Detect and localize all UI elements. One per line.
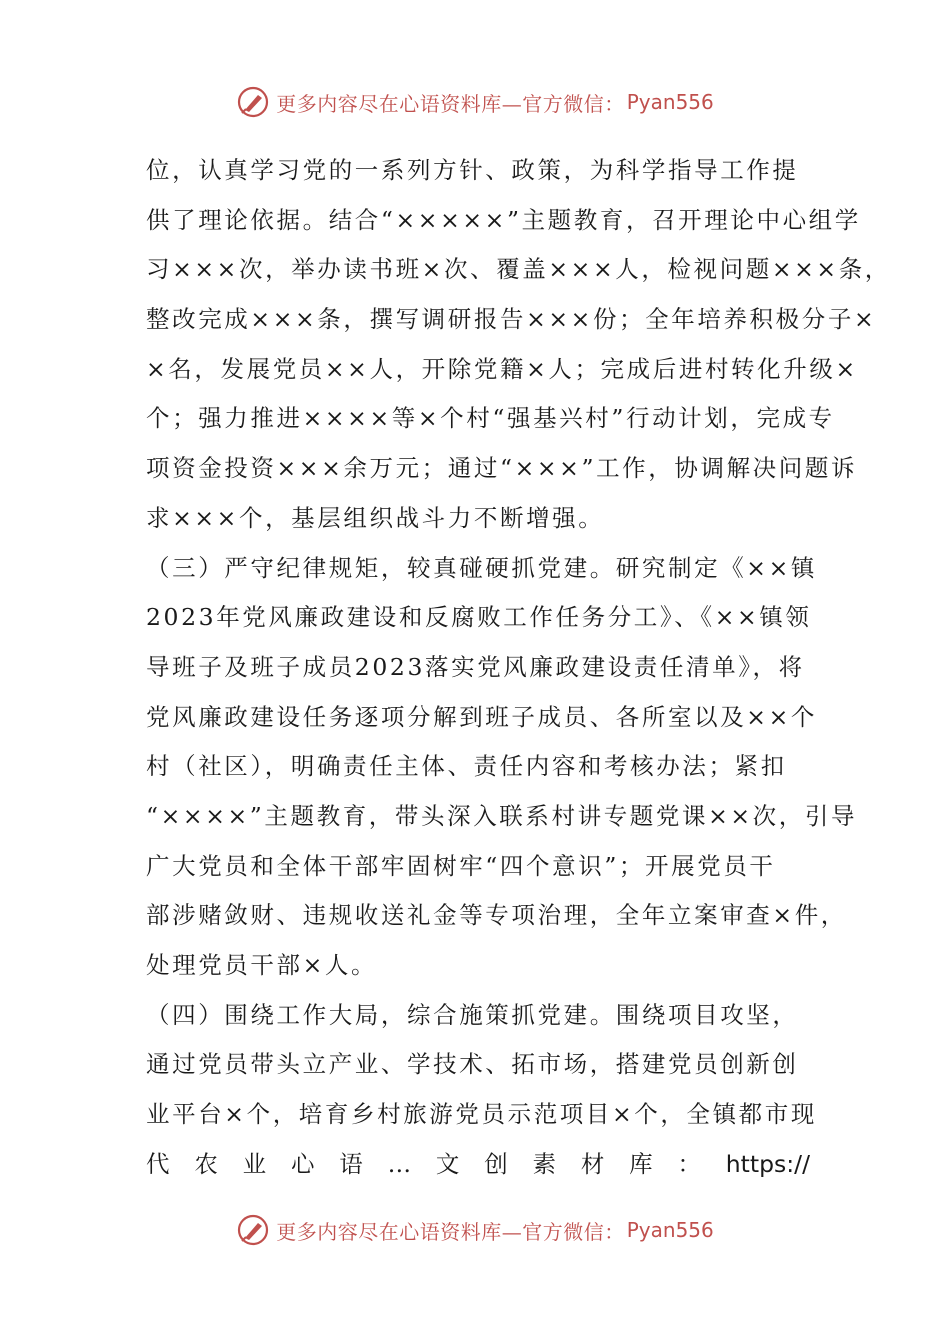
body-line-token: 材 [580,1149,605,1178]
body-line: 党风廉政建设任务逐项分解到班子成员、各所室以及××个 [146,702,817,731]
body-line: 个；强力推进××××等×个村“强基兴村”行动计划，完成专 [146,404,835,433]
body-line-token: 代 [146,1149,170,1178]
pen-nib-logo-icon [236,1213,270,1247]
body-line: 2023年党风廉政建设和反腐败工作任务分工》、《××镇领 [146,603,812,632]
body-line: 导班子及班子成员2023落实党风廉政建设责任清单》，将 [146,652,805,681]
body-line: （四）围绕工作大局，综合施策抓党建。围绕项目攻坚， [146,1000,799,1029]
body-line-token: 创 [484,1149,508,1178]
pen-nib-logo-icon [236,85,270,119]
body-line: 位，认真学习党的一系列方针、政策，为科学指导工作提 [146,156,799,184]
body-line: 村（社区），明确责任主体、责任内容和考核办法；紧扣 [146,752,787,781]
body-line: 广大党员和全体干部牢固树牢“四个意识”；开展党员干 [146,851,776,880]
body-line-token: 农 [194,1149,218,1178]
body-line-token: ： [677,1149,701,1178]
body-line-token: https:// [725,1149,810,1178]
body-line: 业平台×个，培育乡村旅游党员示范项目×个，全镇都市现 [146,1100,817,1129]
body-line: 项资金投资×××余万元；通过“×××”工作，协调解决问题诉 [146,454,858,483]
body-line-token: 库 [629,1149,653,1178]
body-line-justified [146,1140,810,1190]
body-line: 供了理论依据。结合“×××××”主题教育，召开理论中心组学 [146,205,861,234]
body-line-token: 素 [532,1149,556,1178]
body-line: 通过党员带头立产业、学技术、拓市场，搭建党员创新创 [146,1050,799,1079]
header-banner-wechat-id: Pyan556 [626,90,714,114]
body-line: （三）严守纪律规矩，较真碰硬抓党建。研究制定《××镇 [146,553,817,582]
body-line: 部涉赌敛财、违规收送礼金等专项治理，全年立案审查×件， [146,901,847,930]
footer-watermark-banner [0,1208,950,1252]
body-line-token: 文 [435,1149,460,1178]
body-line: ×名，发展党员××人，开除党籍×人；完成后进村转化升级× [146,354,858,383]
header-watermark-banner [0,80,950,124]
body-line-token: 语 [339,1149,363,1178]
document-body [146,146,891,1189]
header-banner-text: 更多内容尽在心语资料库—官方微信： [276,91,625,116]
footer-banner-text: 更多内容尽在心语资料库—官方微信： [276,1219,625,1244]
body-line: 求×××个，基层组织战斗力不断增强。 [146,503,605,532]
body-line-token: 心 [290,1149,315,1178]
body-line: “××××”主题教育，带头深入联系村讲专题党课××次，引导 [146,801,858,830]
body-line-token: … [387,1149,412,1178]
body-line: 习×××次，举办读书班×次、覆盖×××人，检视问题×××条， [146,255,891,284]
body-line-token: 业 [242,1149,267,1178]
footer-banner-wechat-id: Pyan556 [626,1218,714,1242]
body-line: 处理党员干部×人。 [146,951,378,979]
body-line: 整改完成×××条，撰写调研报告×××份；全年培养积极分子× [146,305,877,334]
